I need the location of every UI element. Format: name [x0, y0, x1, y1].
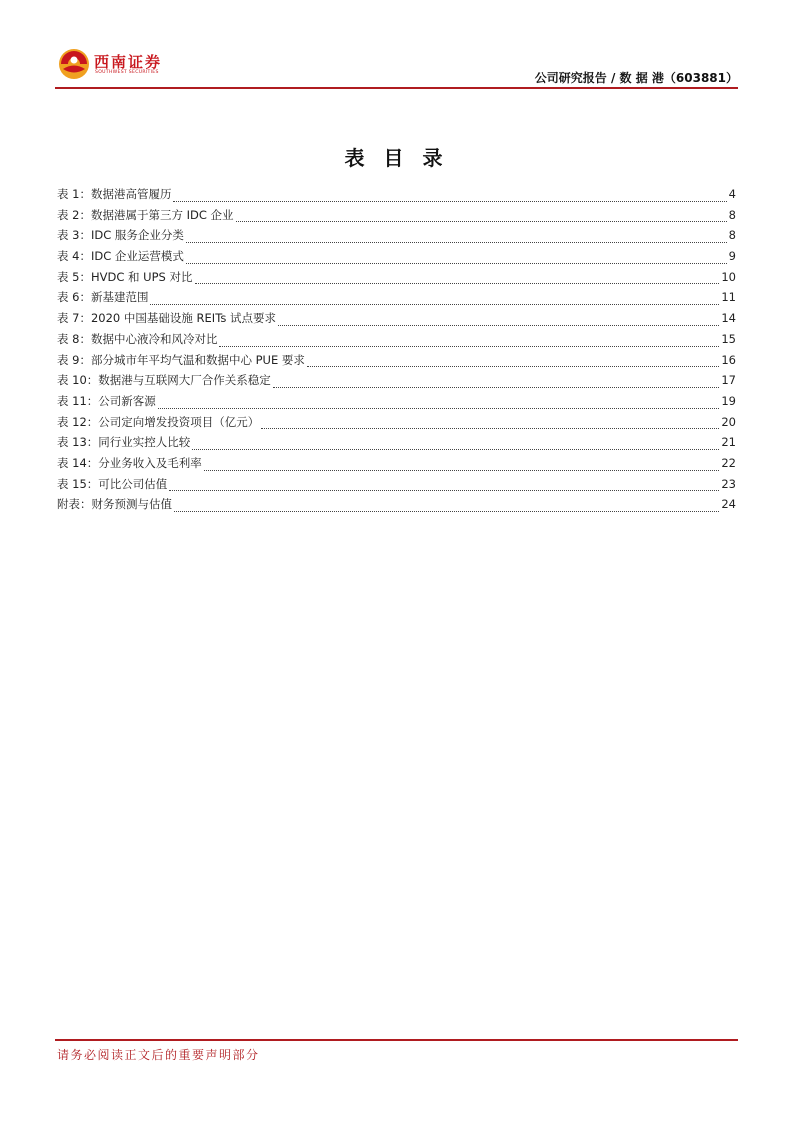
toc-entry-label: 表 6：新基建范围	[57, 290, 149, 305]
toc-leader-dots	[158, 407, 720, 409]
toc-entry[interactable]	[57, 186, 736, 207]
toc-entry[interactable]	[57, 227, 736, 248]
footer-divider	[55, 1039, 738, 1041]
footer-disclaimer: 请务必阅读正文后的重要声明部分	[57, 1048, 260, 1062]
toc-leader-dots	[278, 324, 719, 326]
toc-entry-label: 表 4：IDC 企业运营模式	[57, 249, 184, 264]
toc-entry-label: 表 8：数据中心液冷和风冷对比	[57, 331, 218, 346]
toc-leader-dots	[195, 282, 720, 284]
logo-name-en: SOUTHWEST SECURITIES	[95, 70, 159, 75]
toc-entry[interactable]	[57, 455, 736, 476]
toc-entry-label: 表 10：数据港与互联网大厂合作关系稳定	[57, 373, 271, 388]
toc-leader-dots	[236, 220, 727, 222]
toc-leader-dots	[169, 489, 719, 491]
toc-leader-dots	[186, 262, 727, 264]
toc-entry-page: 4	[728, 187, 736, 201]
toc-entry-label: 表 3：IDC 服务企业分类	[57, 228, 184, 243]
toc-entry[interactable]	[57, 393, 736, 414]
toc-entry-page: 16	[721, 352, 736, 367]
toc-entry-page: 20	[721, 414, 736, 429]
toc-leader-dots	[219, 345, 719, 347]
toc-entry[interactable]	[57, 372, 736, 393]
toc-entry[interactable]	[57, 352, 736, 373]
toc-leader-dots	[174, 510, 719, 512]
toc-leader-dots	[307, 365, 719, 367]
toc-entry-label: 表 1：数据港高管履历	[57, 187, 172, 201]
toc-entry-page: 23	[721, 476, 736, 491]
toc-entry-label: 表 9：部分城市年平均气温和数据中心 PUE 要求	[57, 352, 305, 367]
toc-entry-page: 17	[721, 373, 736, 388]
toc-entry-page: 15	[721, 331, 736, 346]
logo-name-cn: 西南证券	[94, 53, 163, 71]
toc-leader-dots	[204, 469, 720, 471]
toc-entry-label: 表 2：数据港属于第三方 IDC 企业	[57, 207, 234, 222]
toc-entry[interactable]	[57, 248, 736, 269]
toc-entry-page: 21	[721, 435, 736, 450]
toc-entry-page: 14	[721, 311, 736, 326]
toc-leader-dots	[173, 200, 726, 202]
toc-entry-label: 表 15：可比公司估值	[57, 476, 168, 491]
toc-entry[interactable]	[57, 310, 736, 331]
toc-leader-dots	[192, 448, 719, 450]
toc-leader-dots	[186, 241, 727, 243]
toc-entry-label: 表 5：HVDC 和 UPS 对比	[57, 269, 193, 284]
toc-entry-label: 表 13：同行业实控人比较	[57, 435, 191, 450]
toc-leader-dots	[261, 427, 719, 429]
toc-entry[interactable]	[57, 414, 736, 435]
page-title: 表 目 录	[344, 146, 449, 170]
toc-entry-page: 11	[721, 290, 736, 305]
header-divider	[55, 87, 738, 89]
toc-entry[interactable]	[57, 331, 736, 352]
toc-entry-page: 19	[721, 393, 736, 408]
toc-entry-page: 24	[721, 497, 736, 512]
toc-entry[interactable]	[57, 476, 736, 497]
toc-entry[interactable]	[57, 207, 736, 228]
toc-leader-dots	[273, 386, 720, 388]
toc-entry-label: 表 11：公司新客源	[57, 393, 156, 408]
toc-entry[interactable]	[57, 269, 736, 290]
logo-emblem-icon	[58, 48, 90, 80]
toc-leader-dots	[150, 303, 719, 305]
company-logo	[58, 48, 178, 84]
toc-entry[interactable]	[57, 496, 736, 517]
toc-entry-page: 22	[721, 455, 736, 470]
toc-entry[interactable]	[57, 434, 736, 455]
toc-entry-page: 10	[721, 269, 736, 284]
toc-entry-label: 表 7：2020 中国基础设施 REITs 试点要求	[57, 311, 276, 326]
report-info: 公司研究报告 / 数 据 港（603881）	[534, 71, 738, 85]
toc-entry-page: 9	[728, 249, 736, 264]
toc-entry-label: 附表：财务预测与估值	[57, 497, 172, 512]
toc-entry-page: 8	[728, 228, 736, 243]
toc-entry-label: 表 12：公司定向增发投资项目（亿元）	[57, 414, 260, 429]
toc-entry[interactable]	[57, 289, 736, 310]
toc-entry-page: 8	[728, 207, 736, 222]
table-of-tables	[57, 186, 736, 517]
toc-entry-label: 表 14：分业务收入及毛利率	[57, 455, 202, 470]
